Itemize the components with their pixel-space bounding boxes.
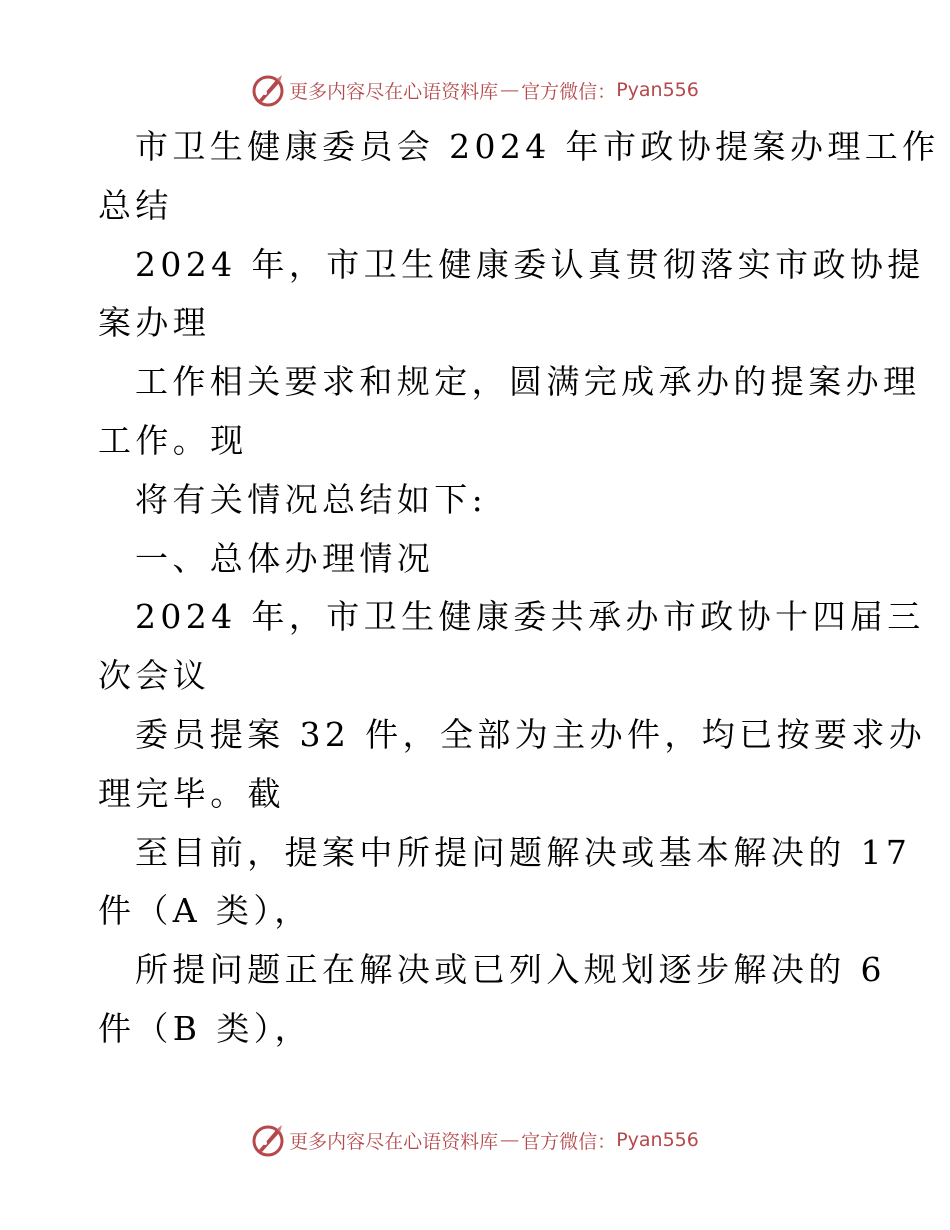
paragraph-line: 将有关情况总结如下: (135, 479, 488, 519)
paragraph-line: 至目前，提案中所提问题解决或基本解决的 17 (135, 832, 912, 872)
watermark-wechat-id: Pyan556 (616, 79, 699, 101)
paragraph-line: 工作。现 (98, 420, 248, 460)
paragraph-line: 所提问题正在解决或已列入规划逐步解决的 6 (135, 950, 886, 990)
paragraph-line: 工作相关要求和规定，圆满完成承办的提案办理 (135, 362, 921, 402)
watermark-text: 更多内容尽在心语资料库 (289, 80, 499, 103)
quill-pen-logo-icon (251, 1123, 285, 1157)
paragraph-line: 件（B 类）， (98, 1008, 313, 1048)
paragraph-line: 理完毕。截 (98, 773, 285, 813)
header-watermark (0, 70, 950, 110)
paragraph-line: 2024 年，市卫生健康委认真贯彻落实市政协提 (135, 244, 925, 284)
paragraph-line: 委员提案 32 件，全部为主办件，均已按要求办 (135, 714, 927, 754)
paragraph-line: 案办理 (98, 303, 211, 343)
document-title-line: 总结 (98, 185, 173, 225)
watermark-label: 官方微信： (521, 1130, 617, 1153)
document-title-line: 市卫生健康委员会 2024 年市政协提案办理工作 (135, 127, 940, 166)
document-body (98, 118, 940, 1059)
watermark-separator: — (500, 1129, 520, 1151)
paragraph-line: 2024 年，市卫生健康委共承办市政协十四届三 (135, 597, 925, 637)
watermark-label: 官方微信： (521, 80, 617, 103)
watermark-wechat-id: Pyan556 (616, 1129, 699, 1151)
quill-pen-logo-icon (251, 73, 285, 107)
footer-watermark (0, 1120, 950, 1160)
section-heading: 一、总体办理情况 (135, 538, 435, 578)
paragraph-line: 件（A 类）， (98, 891, 312, 931)
watermark-text: 更多内容尽在心语资料库 (289, 1130, 499, 1153)
watermark-separator: — (500, 79, 520, 101)
paragraph-line: 次会议 (98, 656, 211, 696)
